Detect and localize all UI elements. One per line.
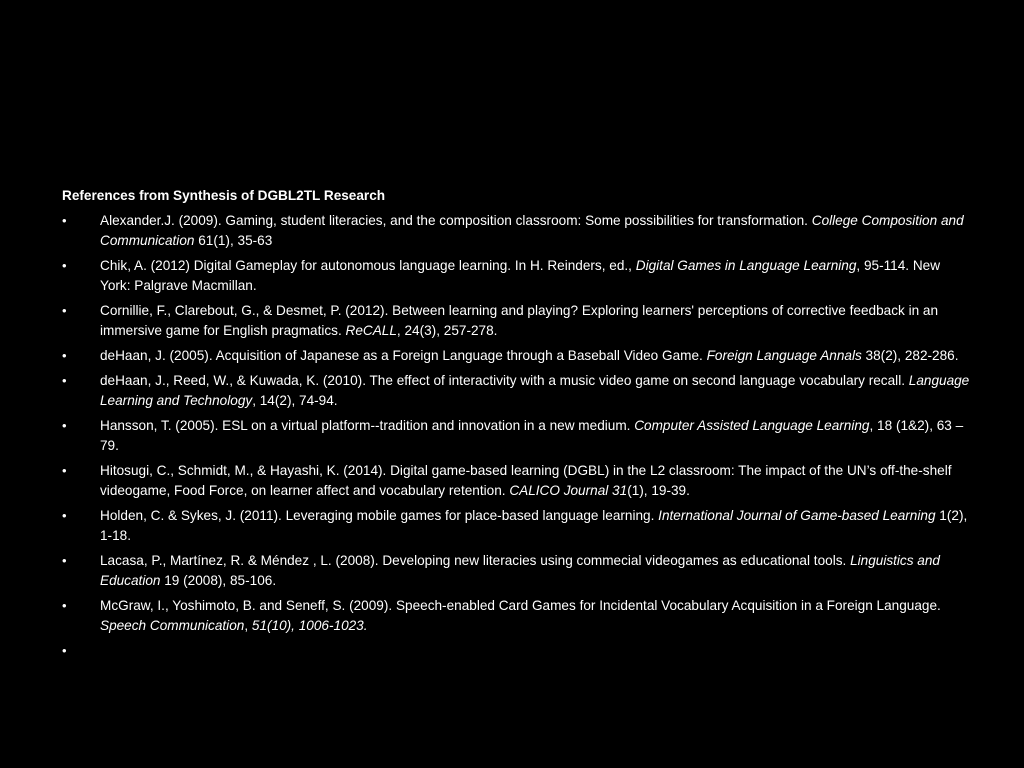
reference-segment: 1(2), 1-18. (100, 508, 968, 543)
reference-segment: McGraw, I., Yoshimoto, B. and Seneff, S. (2009). Speech-enabled Card Games for Incidental Vocabulary Acquisition in a Foreign Language. (100, 598, 941, 613)
reference-source-title: International Journal of Game-based Learning (658, 508, 936, 523)
bullet-icon: • (62, 463, 67, 478)
reference-segment: , 95-114. New York: Palgrave Macmillan. (100, 258, 941, 293)
reference-source-title: Linguistics and Education (100, 553, 940, 588)
reference-segment: , 18 (1&2), 63 – 79. (100, 418, 964, 453)
reference-item (62, 416, 972, 456)
reference-segment: Lacasa, P., Martínez, R. & Méndez , L. (2008). Developing new literacies using commecial videogames as educational tools. (100, 553, 851, 568)
reference-text (100, 506, 972, 546)
reference-segment: Hitosugi, C., Schmidt, M., & Hayashi, K. (2014). Digital game-based learning (DGBL) in the L2 classroom: The impact of the UN’s off-the-shelf videogame, Food Force, on learner affect and vocabulary retention. (100, 463, 952, 498)
reference-source-title: Language Learning and Technology (100, 373, 970, 408)
reference-item (62, 346, 972, 366)
bullet-icon: • (62, 598, 67, 613)
reference-text (100, 416, 972, 456)
reference-text (100, 461, 972, 501)
bullet-icon: • (62, 508, 67, 523)
reference-source-title: College Composition and Communication (100, 213, 964, 248)
reference-text (100, 256, 972, 296)
reference-segment: (1), 19-39. (627, 483, 690, 498)
reference-item (62, 256, 972, 296)
reference-text (100, 371, 972, 411)
reference-segment: , 24(3), 257-278. (396, 323, 498, 338)
reference-item (62, 301, 972, 341)
reference-item (62, 211, 972, 251)
reference-segment: Holden, C. & Sykes, J. (2011). Leveraging mobile games for place-based language learning. (100, 508, 659, 523)
reference-segment: , 14(2), 74-94. (252, 393, 338, 408)
reference-segment: deHaan, J., Reed, W., & Kuwada, K. (2010). The effect of interactivity with a music video game on second language vocabulary recall. (100, 373, 909, 388)
reference-source-title: Digital Games in Language Learning (635, 258, 857, 273)
reference-segment: 38(2), 282-286. (861, 348, 959, 363)
reference-item (62, 506, 972, 546)
slide-content (62, 186, 972, 666)
reference-source-title: Computer Assisted Language Learning (634, 418, 870, 433)
bullet-icon: • (62, 213, 67, 228)
bullet-icon: • (62, 348, 67, 363)
bullet-icon: • (62, 418, 67, 433)
reference-text (100, 346, 972, 366)
bullet-icon: • (62, 258, 67, 273)
reference-segment: Chik, A. (2012) Digital Gameplay for autonomous language learning. In H. Reinders, ed., (100, 258, 636, 273)
reference-segment: Cornillie, F., Clarebout, G., & Desmet, P. (2012). Between learning and playing? Exploring learners' perceptions of corrective feedback in an immersive game for English pragmatics. (100, 303, 939, 338)
reference-list (62, 211, 972, 661)
reference-source-title: 51(10), 1006-1023. (251, 618, 368, 633)
bullet-icon: • (62, 643, 67, 658)
reference-item (62, 596, 972, 636)
reference-source-title: CALICO Journal 31 (509, 483, 628, 498)
bullet-icon: • (62, 373, 67, 388)
bullet-icon: • (62, 553, 67, 568)
reference-segment: Alexander.J. (2009). Gaming, student literacies, and the composition classroom: Some possibilities for transformation. (100, 213, 812, 228)
reference-segment: , (244, 618, 252, 633)
reference-item (62, 641, 972, 661)
reference-item (62, 551, 972, 591)
reference-text (100, 596, 972, 636)
reference-segment: Hansson, T. (2005). ESL on a virtual platform--tradition and innovation in a new medium. (100, 418, 635, 433)
reference-text (100, 211, 972, 251)
reference-segment: 19 (2008), 85-106. (160, 573, 277, 588)
slide-heading: References from Synthesis of DGBL2TL Research (62, 188, 386, 203)
reference-item (62, 461, 972, 501)
reference-source-title: ReCALL (345, 323, 397, 338)
reference-item (62, 371, 972, 411)
reference-source-title: Foreign Language Annals (706, 348, 862, 363)
bullet-icon: • (62, 303, 67, 318)
reference-text (100, 551, 972, 591)
reference-segment: deHaan, J. (2005). Acquisition of Japanese as a Foreign Language through a Baseball Video Game. (100, 348, 707, 363)
reference-segment: 61(1), 35-63 (194, 233, 273, 248)
reference-source-title: Speech Communication (100, 618, 245, 633)
reference-text (100, 301, 972, 341)
